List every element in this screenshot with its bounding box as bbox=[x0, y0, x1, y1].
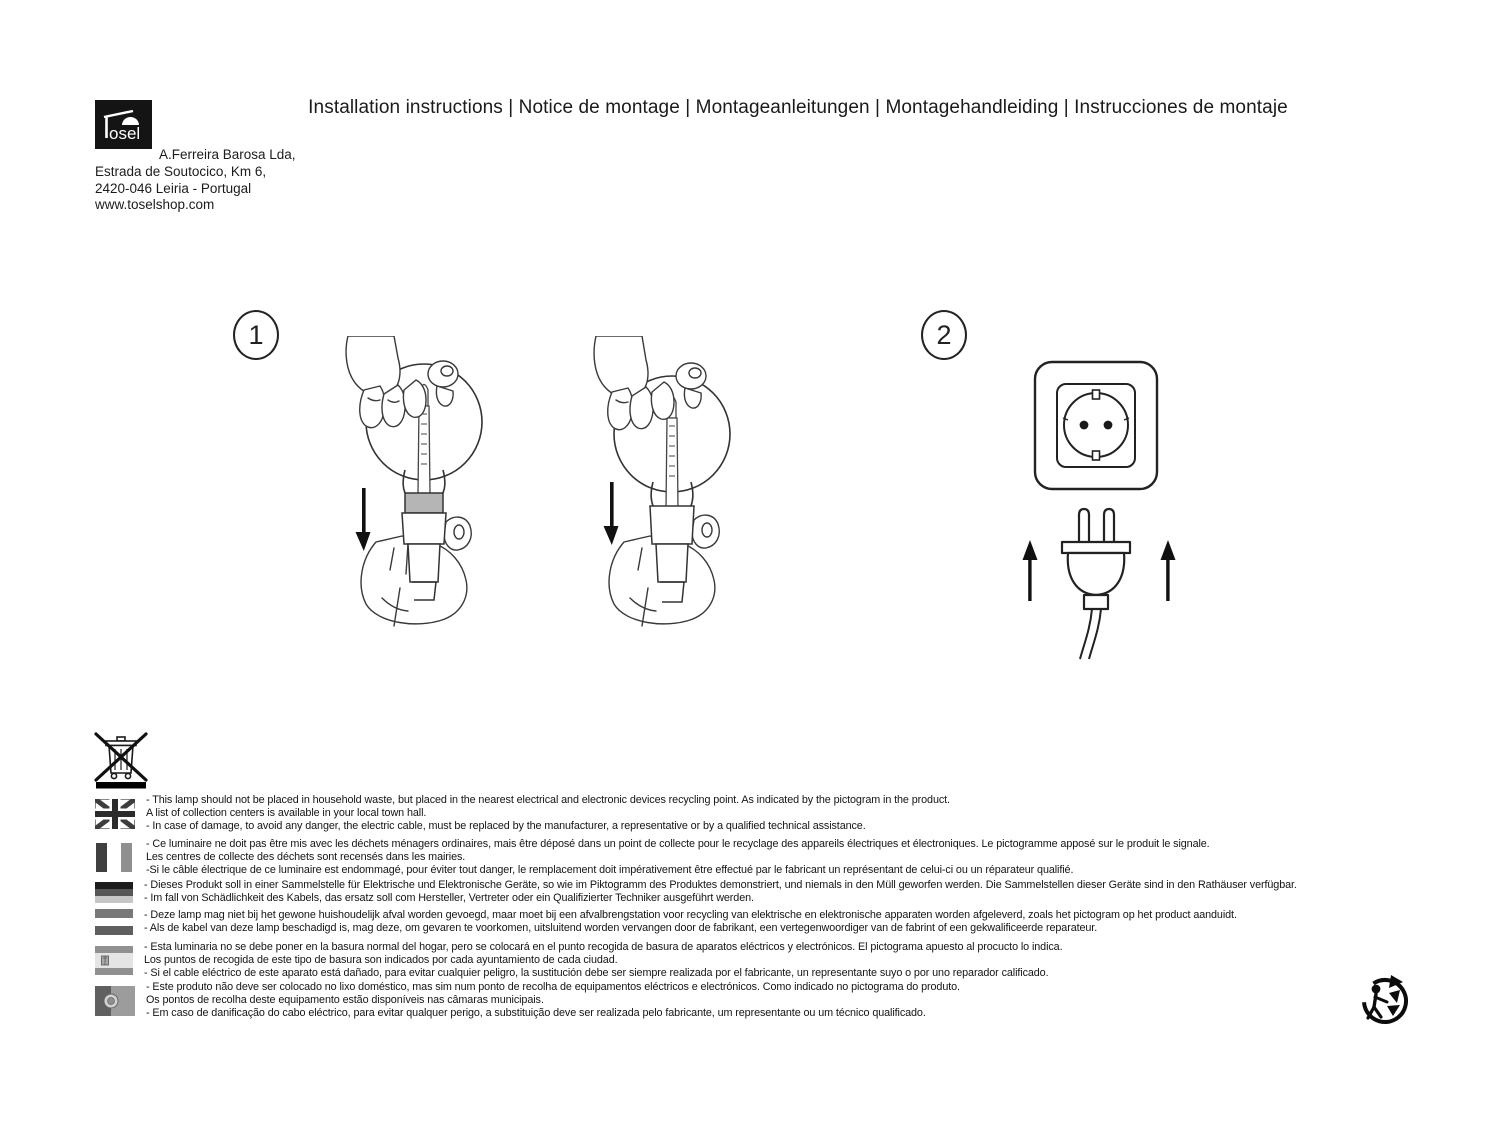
notice-line: - Deze lamp mag niet bij het gewone huishoudelijk afval worden gevoegd, maar moet bij een afvalbrengstation voor recycling van elektrische en elektronische apparaten worden afgeleverd, zoals het pictogram op het product aanduidt. bbox=[144, 908, 1237, 921]
notice-line: - In case of damage, to avoid any danger, the electric cable, must be replaced by the manufacturer, a representative or by a qualified technical assistance. bbox=[146, 820, 866, 833]
step1-illustration-bulb-inserted-icon bbox=[590, 336, 740, 628]
netherlands-flag-icon bbox=[95, 908, 133, 936]
notice-line: Os pontos de recolha deste equipamento estão disponíveis nas câmaras municipais. bbox=[146, 994, 544, 1007]
notice-line: Les centres de collecte des déchets sont recensés dans les mairies. bbox=[146, 851, 466, 864]
address-city: 2420-046 Leiria - Portugal bbox=[95, 181, 252, 196]
up-arrow-icon bbox=[1023, 540, 1038, 601]
notice-line: A list of collection centers is available in your local town hall. bbox=[146, 807, 427, 820]
notice-line: - Als de kabel van deze lamp beschadigd is, mag deze, om gevaren te voorkomen, uitsluitend worden vervangen door de fabrikant, een vertegenwoordiger van de fabrint of een gekwalificeerde reparateur. bbox=[144, 922, 1098, 934]
notice-english bbox=[95, 794, 950, 834]
notice-line: - Im fall von Schädlichkeit des Kabels, das ersatz soll com Hersteller, Vertreter oder ein Qualifizierter Techniker ausgeführt werden. bbox=[144, 892, 754, 905]
step2-illustration-outlet-plug-icon bbox=[1000, 352, 1200, 660]
germany-flag-icon bbox=[95, 882, 133, 903]
step-2-label: 2 bbox=[936, 319, 952, 350]
step1-illustration-bulb-partial-icon bbox=[342, 336, 492, 628]
notice-line: -Si le câble électrique de ce luminaire est endommagé, pour éviter tout danger, le remplacement doit impérativement être effectué par le fabricant un représentant de celui-ci ou un réparateur qualifié. bbox=[146, 864, 1074, 877]
notice-dutch bbox=[95, 908, 1237, 936]
step-1-label: 1 bbox=[248, 319, 264, 350]
spain-flag-icon bbox=[95, 946, 133, 975]
notice-line: - Esta luminaria no se debe poner en la basura normal del hogar, pero se colocará en el punto recogida de basura de aparatos eléctricos y electrónicos. El pictograma apuesto al procucto lo indica. bbox=[144, 941, 1063, 953]
notice-line: - Si el cable eléctrico de este aparato está dañado, para evitar cualquier peligro, la sustitución debe ser siempre realizada por el fabricante, un representante suyo o por uno reparador calificado. bbox=[144, 967, 1049, 980]
notice-line: - Em caso de danificação do cabo eléctrico, para evitar qualquer perigo, a substituição deve ser realizada pelo fabricante, um representante ou um técnico qualificado. bbox=[146, 1007, 926, 1020]
address-company: A.Ferreira Barosa Lda, bbox=[159, 147, 296, 162]
crossed-out-wheelie-bin-icon bbox=[93, 729, 149, 789]
down-arrow-icon bbox=[604, 482, 619, 545]
address-street: Estrada de Soutocico, Km 6, bbox=[95, 164, 267, 179]
notice-german bbox=[95, 879, 1297, 905]
uk-flag-icon bbox=[95, 799, 135, 829]
up-arrow-icon bbox=[1161, 540, 1176, 601]
step-1-number bbox=[233, 310, 279, 360]
notice-french bbox=[95, 838, 1210, 878]
notice-line: - This lamp should not be placed in household waste, but placed in the nearest electrical and electronic devices recycling point. As indicated by the pictogram in the product. bbox=[146, 794, 950, 806]
triman-recycling-icon bbox=[1358, 973, 1412, 1027]
notice-line: - Ce luminaire ne doit pas être mis avec les déchets ménagers ordinaires, mais être déposé dans un point de collecte pour le recyclage des appareils électriques et électroniques. Le pictogramme apposé sur le produit le signale. bbox=[146, 838, 1210, 850]
notice-portuguese bbox=[95, 981, 960, 1021]
notice-line: - Dieses Produkt soll in einer Sammelstelle für Elektrische und Elektronische Geräte, so wie im Piktogramm des Produktes demonstriert, und niemals in den Müll geworfen werden. Die Sammelstellen dieser Geräte sind in den Rathäuser verfügbar. bbox=[144, 879, 1297, 891]
notice-spanish bbox=[95, 941, 1063, 981]
step-2-number bbox=[921, 310, 967, 360]
address-website: www.toselshop.com bbox=[95, 197, 215, 212]
page-title: Installation instructions | Notice de montage | Montageanleitungen | Montagehandleiding | Instrucciones de montaje bbox=[308, 97, 1288, 118]
notice-line: Los puntos de recogida de este tipo de basura son indicados por cada ayuntamiento de cada ciudad. bbox=[144, 954, 618, 967]
notice-line: - Este produto não deve ser colocado no lixo doméstico, mas sim num ponto de recolha de equipamentos eléctricos e electrónicos. Como indicado no pictograma do produto. bbox=[146, 981, 960, 993]
portugal-flag-icon bbox=[95, 986, 135, 1016]
logo-text: osel bbox=[109, 124, 141, 143]
down-arrow-icon bbox=[356, 488, 371, 551]
france-flag-icon bbox=[95, 843, 135, 872]
